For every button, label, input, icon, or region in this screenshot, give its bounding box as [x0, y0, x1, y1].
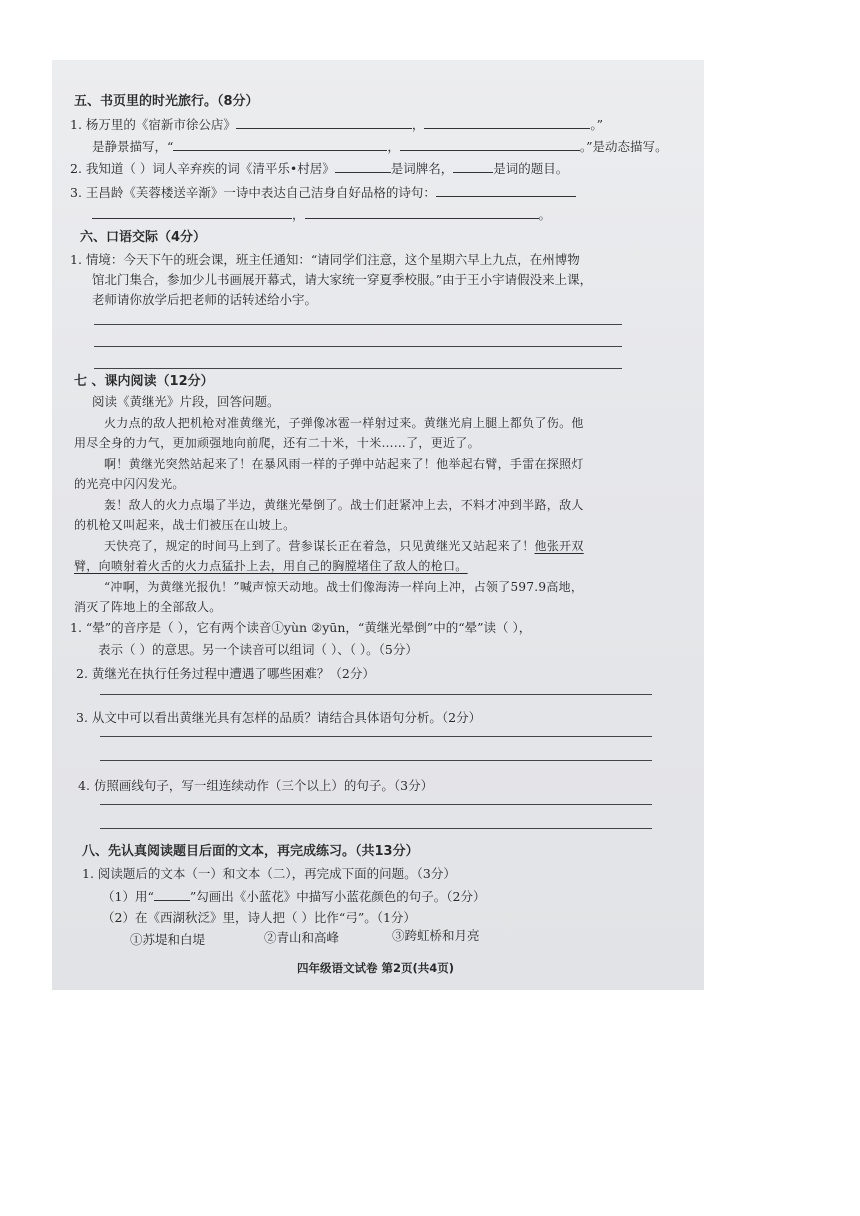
- option-3[interactable]: ③跨虹桥和月亮: [392, 928, 480, 943]
- section-6-title: 六、口语交际（4分）: [80, 230, 207, 245]
- option-2[interactable]: ②青山和高峰: [264, 930, 340, 945]
- q5-3-line1: 3. 王昌龄《芙蓉楼送辛渐》一诗中表达自己洁身自好品格的诗句：: [70, 184, 576, 201]
- answer-blank[interactable]: [173, 138, 387, 151]
- q6-line1: 1. 情境：今天下午的班会课，班主任通知：“请同学们注意，这个星期六早上九点，在州博物: [70, 252, 580, 267]
- answer-blank[interactable]: [453, 160, 493, 173]
- q8-1-1: （1）用“ ”勾画出《小蓝花》中描写小蓝花颜色的句子。（2分）: [102, 889, 486, 904]
- answer-line[interactable]: [94, 324, 622, 325]
- passage-line: 的光亮中闪闪发光。: [74, 477, 185, 491]
- page-footer: 四年级语文试卷 第2页(共4页): [297, 961, 455, 975]
- passage-line: 天快亮了，规定的时间马上到了。营参谋长正在着急，只见黄继光又站起来了！他张开双: [104, 539, 584, 553]
- answer-blank[interactable]: [436, 184, 576, 197]
- q6-line3: 老师请你放学后把老师的话转述给小宇。: [92, 292, 318, 307]
- q7-3: 3. 从文中可以看出黄继光具有怎样的品质？请结合具体语句分析。（2分）: [76, 710, 482, 725]
- q7-1-line1: 1. “晕”的音序是（ ），它有两个读音①yùn ②yūn，“黄继光晕倒”中的“晕”读（ ），: [70, 620, 532, 635]
- q5-1-line1: 1. 杨万里的《宿新市徐公店》 ， 。”: [70, 117, 604, 132]
- passage-line: “冲啊，为黄继光报仇！”喊声惊天动地。战士们像海涛一样向上冲，占领了597.9高地，: [104, 580, 584, 594]
- passage-line: 消灭了阵地上的全部敌人。: [74, 600, 222, 614]
- answer-line[interactable]: [100, 736, 652, 737]
- answer-blank[interactable]: [305, 206, 539, 219]
- q5-1-line2: 是静景描写，“ ， 。”是动态描写。: [92, 139, 668, 154]
- passage-line: 用尽全身的力气，更加顽强地向前爬，还有二十米，十米……了，更近了。: [74, 436, 480, 450]
- passage-line: 啊！黄继光突然站起来了！在暴风雨一样的子弹中站起来了！他举起右臂，手雷在探照灯: [104, 457, 584, 471]
- answer-blank[interactable]: [154, 888, 190, 901]
- exam-page: [52, 60, 704, 990]
- answer-blank[interactable]: [236, 116, 412, 129]
- reading-intro: 阅读《黄继光》片段，回答问题。: [92, 394, 280, 409]
- answer-blank[interactable]: [424, 116, 590, 129]
- passage-line: 的机枪又叫起来，战士们被压在山坡上。: [74, 518, 296, 532]
- section-8-title: 八、先认真阅读题目后面的文本，再完成练习。（共13分）: [82, 844, 419, 859]
- passage-line: 轰！敌人的火力点塌了半边，黄继光晕倒了。战士们赶紧冲上去，不料才冲到半路，敌人: [104, 498, 584, 512]
- q7-2: 2. 黄继光在执行任务过程中遭遇了哪些困难？（2分）: [76, 666, 375, 681]
- answer-line[interactable]: [100, 804, 652, 805]
- q6-line2: 馆北门集合，参加少儿书画展开幕式，请大家统一穿夏季校服。”由于王小宇请假没来上课，: [92, 272, 593, 287]
- q7-4: 4. 仿照画线句子，写一组连续动作（三个以上）的句子。（3分）: [78, 778, 434, 793]
- q5-3-line2: ， 。: [92, 206, 551, 223]
- q8-1: 1. 阅读题后的文本（一）和文本（二），再完成下面的问题。（3分）: [82, 866, 456, 881]
- answer-line[interactable]: [100, 694, 652, 695]
- passage-line: 火力点的敌人把机枪对准黄继光，子弹像冰雹一样射过来。黄继光肩上腿上都负了伤。他: [104, 416, 584, 430]
- answer-line[interactable]: [100, 760, 652, 761]
- section-5-title: 五、书页里的时光旅行。（8分）: [74, 94, 259, 109]
- answer-line[interactable]: [94, 368, 622, 369]
- q7-1-line2: 表示（ ）的意思。另一个读音可以组词（ ）、（ ）。（5分）: [98, 642, 418, 657]
- underlined-sentence: 他张开双: [534, 539, 584, 553]
- option-1[interactable]: ①苏堤和白堤: [130, 932, 206, 947]
- answer-line[interactable]: [100, 828, 652, 829]
- q8-1-2: （2）在《西湖秋泛》里，诗人把（ ）比作“弓”。（1分）: [102, 910, 416, 925]
- answer-blank[interactable]: [335, 160, 391, 173]
- answer-blank[interactable]: [92, 206, 292, 219]
- answer-blank[interactable]: [400, 138, 580, 151]
- underlined-sentence: 臂，向喷射着火舌的火力点猛扑上去，用自己的胸膛堵住了敌人的枪口。: [74, 559, 468, 573]
- section-7-title: 七 、课内阅读（12分）: [74, 374, 214, 389]
- answer-line[interactable]: [94, 346, 622, 347]
- q5-2: 2. 我知道（ ）词人辛弃疾的词《清平乐•村居》 是词牌名， 是词的题目。: [70, 161, 569, 176]
